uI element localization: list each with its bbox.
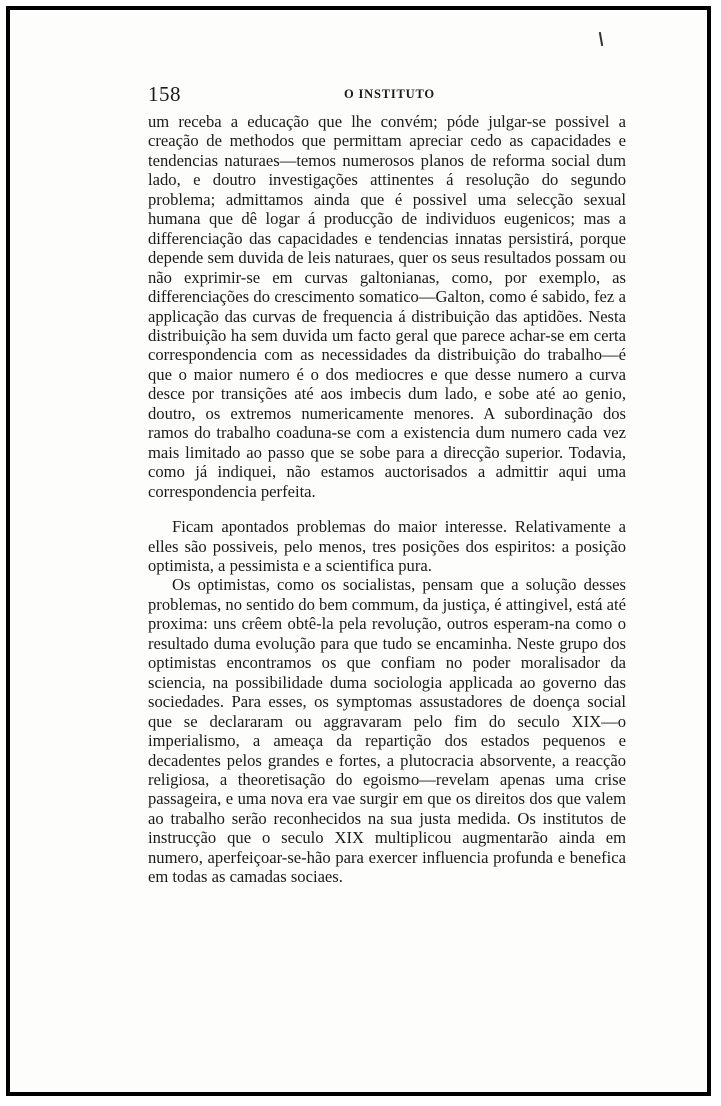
paragraph-optimists: Os optimistas, como os socialistas, pensam que a solução desses problemas, no sentido do bem commum, da justiça, é attingivel, está até proxima: uns crêem obtê-la pela revolução, outros esperam-na como o resultado duma evolução para que tudo se encaminha. Neste grupo dos optimistas encontramos os que confiam no poder moralisador da sciencia, na possibilidade duma sociologia applicada ao governo das sociedades. Para esses, os symptomas assustadores de doença social que se declararam ou aggravaram pelo fim do seculo XIX—o imperialismo, a ameaça da repartição dos estados pequenos e decadentes pelos grandes e fortes, a plutocracia absorvente, a reacção religiosa, a theoretisação do egoismo—revelam apenas uma crise passageira, e uma nova era vae surgir em que os direitos dos que valem ao trabalho serão reconhecidos na sua justa medida. Os institutos de instrucção que o seculo XIX multiplicou augmentarão ainda em numero, aperfeiçoar-se-hão para exercer influencia profunda e benefica em todas as camadas sociaes. bbox=[148, 575, 626, 887]
paragraph-gap bbox=[148, 501, 626, 517]
page-number: 158 bbox=[148, 82, 181, 106]
paragraph-continuation: um receba a educação que lhe convém; póde julgar-se possivel a creação de methodos que permittam apreciar cedo as capacidades e tendencias naturaes—temos numerosos planos de reforma social dum lado, e doutro investigações attinentes á resolução do segundo problema; admittamos ainda que é possivel uma selecção sexual humana que dê logar á producção de individuos eugenicos; mas a differenciação das capacidades e tendencias innatas persistirá, porque depende sem duvida de leis naturaes, quer os seus resultados possam ou não exprimir-se em curvas galtonianas, como, por exemplo, as differenciações do crescimento somatico—Galton, como é sabido, fez a applicação das curvas de frequencia á distribuição das aptidões. Nesta distribuição ha sem duvida um facto geral que parece achar-se em certa correspondencia com as necessidades da distribuição do trabalho—é que o maior numero é o dos mediocres e que desse numero a curva desce por transições até aos imbecis dum lado, e sobe até ao genio, doutro, os extremos numericamente menores. A subordinação dos ramos do trabalho coaduna-se com a existencia dum numero cada vez mais limitado ao passo que se sobe para a direcção superior. Todavia, como já indiquei, não estamos auctorisados a admittir aqui uma correspondencia perfeita. bbox=[148, 112, 626, 501]
page-content bbox=[148, 78, 626, 887]
margin-mark bbox=[599, 32, 603, 46]
paragraph-problems: Ficam apontados problemas do maior interesse. Relativamente a elles são possiveis, pelo menos, tres posições dos espiritos: a posição optimista, a pessimista e a scientifica pura. bbox=[148, 517, 626, 575]
running-title: O INSTITUTO bbox=[344, 87, 435, 101]
running-head bbox=[148, 78, 626, 112]
